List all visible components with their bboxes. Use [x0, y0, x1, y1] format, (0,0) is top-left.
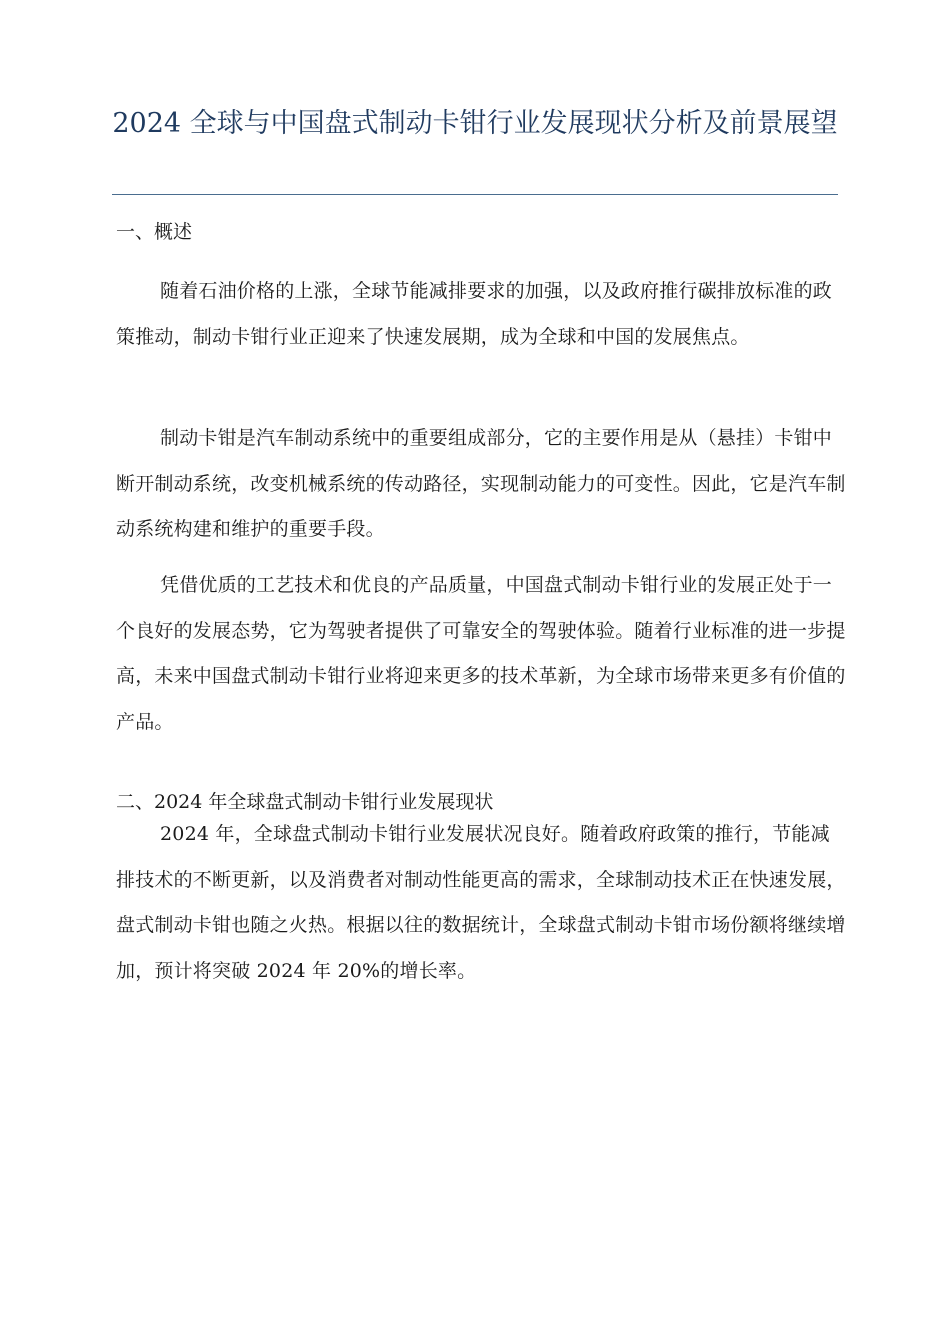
section-heading-status-2024: 二、2024 年全球盘式制动卡钳行业发展现状 — [116, 791, 494, 813]
paragraph-overview-2: 制动卡钳是汽车制动系统中的重要组成部分，它的主要作用是从（悬挂）卡钳中断开制动系统，改变机械系统的传动路径，实现制动能力的可变性。因此，它是汽车制动系统构建和维护的重要手段。 — [116, 427, 846, 540]
title-divider — [112, 194, 838, 195]
document-title: 2024 全球与中国盘式制动卡钳行业发展现状分析及前景展望 — [112, 108, 838, 139]
paragraph-status-1: 2024 年，全球盘式制动卡钳行业发展状况良好。随着政府政策的推行，节能减排技术的不断更新，以及消费者对制动性能更高的需求，全球制动技术正在快速发展，盘式制动卡钳也随之火热。根据以往的数据统计，全球盘式制动卡钳市场份额将继续增加，预计将突破 2024 年 20%的增长率。 — [116, 823, 846, 982]
paragraph-overview-3: 凭借优质的工艺技术和优良的产品质量，中国盘式制动卡钳行业的发展正处于一个良好的发展态势，它为驾驶者提供了可靠安全的驾驶体验。随着行业标准的进一步提高，未来中国盘式制动卡钳行业将迎来更多的技术革新，为全球市场带来更多有价值的产品。 — [116, 574, 846, 733]
paragraph-overview-1: 随着石油价格的上涨，全球节能减排要求的加强，以及政府推行碳排放标准的政策推动，制动卡钳行业正迎来了快速发展期，成为全球和中国的发展焦点。 — [116, 280, 833, 348]
section-heading-overview: 一、概述 — [116, 221, 193, 243]
